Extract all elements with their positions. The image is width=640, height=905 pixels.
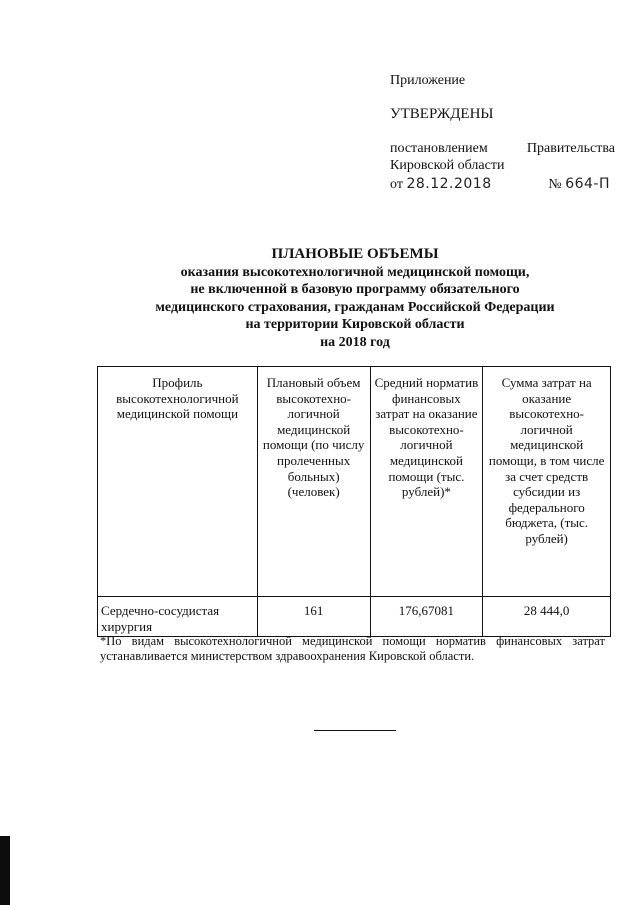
header-profile: Профиль высокотехнологичной медицинской помощи <box>98 367 258 597</box>
approved-by-word2: Правительства <box>526 141 615 156</box>
title-line-2: не включенной в базовую программу обязательного <box>190 282 520 297</box>
approved-by <box>390 140 615 157</box>
decree-date-number <box>390 176 610 193</box>
decree-number <box>548 176 610 193</box>
title-main: ПЛАНОВЫЕ ОБЪЕМЫ <box>271 246 439 262</box>
header-total-cost: Сумма затрат на оказание высокотехно-логичной медицинской помощи, в том числе за счет средств субсидии из федерального бюджета, (тыс. рублей) <box>483 367 611 597</box>
title-line-1: оказания высокотехнологичной медицинской помощи, <box>180 264 530 280</box>
end-separator <box>314 730 396 731</box>
title-line-4: на территории Кировской области <box>245 317 465 332</box>
header-planned-volume: Плановый объем высокотехно-логичной медицинской помощи (по числу пролеченных больных) (человек) <box>257 367 370 597</box>
footnote: *По видам высокотехнологичной медицинской помощи норматив финансовых затрат устанавливается министерством здравоохранения Кировской области. <box>100 634 605 663</box>
title-line-3: медицинского страхования, гражданам Российской Федерации <box>155 299 555 315</box>
title-line-5: на 2018 год <box>320 334 390 350</box>
cell-planned-volume: 161 <box>257 597 370 637</box>
document-title <box>100 246 610 351</box>
volumes-table <box>97 366 611 637</box>
approved-label: УТВЕРЖДЕНЫ <box>390 106 494 122</box>
approved-by-word1: постановлением <box>390 141 488 156</box>
date-value: 28.12.2018 <box>406 176 492 192</box>
appendix-label: Приложение <box>390 73 466 88</box>
scan-edge-mark <box>0 836 10 905</box>
table-header-row <box>98 367 611 597</box>
cell-profile: Сердечно-сосудистая хирургия <box>98 597 258 637</box>
cell-avg-norm: 176,67081 <box>370 597 483 637</box>
number-prefix: № <box>548 177 562 192</box>
region-label: Кировской области <box>390 158 505 173</box>
date-prefix: от <box>390 177 403 192</box>
decree-date <box>390 176 492 193</box>
cell-total-cost: 28 444,0 <box>483 597 611 637</box>
number-value: 664-П <box>565 176 610 192</box>
header-avg-norm: Средний норматив финансовых затрат на оказание высокотехно-логичной медицинской помощи (тыс. рублей)* <box>370 367 483 597</box>
approval-stamp <box>390 72 615 193</box>
table-row <box>98 597 611 637</box>
